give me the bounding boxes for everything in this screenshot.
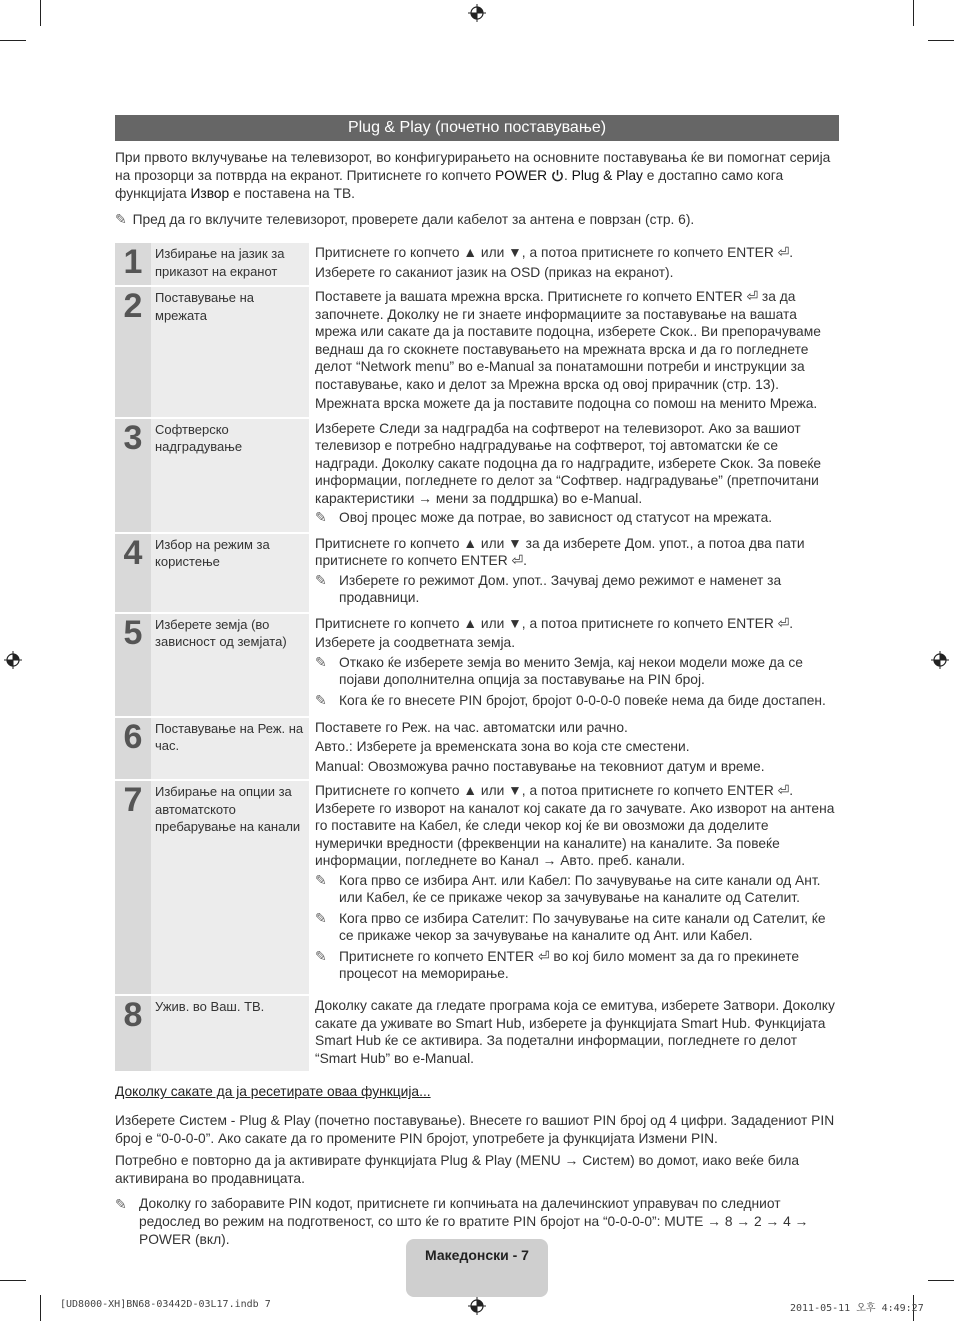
step-number: 1 [115,243,151,285]
step-number: 3 [115,419,151,532]
step-text: Изберете го саканиот јазик на OSD (приказ на екранот). [315,264,674,280]
step-row [115,718,839,780]
pencil-note-icon: ✎ [315,909,327,926]
step-description [309,419,839,532]
pencil-note-icon: ✎ [115,211,127,227]
step-number: 4 [115,534,151,612]
registration-mark-icon [468,1297,486,1315]
step-text: Притиснете го копчето ▲ или ▼, а потоа притиснете го копчето ENTER ⏎. Изберете го изворот на каналот кој сакате да го зачувате. Ако изворот на антена го поставите на Кабел, ќе следи чекор кој ќе ви овозможи да доделите нумерички вредности (фреквенции на каналите) на каналите. За повеќе информации, погледнете во Канал → Авто. преб. канали. [315,783,835,868]
step-note: ✎ Притиснете го копчето ENTER ⏎ во кој било момент за да го прекинете процесот на меморирање. [315,947,800,981]
step-label: Поставување на Реж. на час. [151,718,309,780]
step-number: 5 [115,614,151,716]
step-description [309,781,839,994]
step-note: ✎ Кога прво се избира Сателит: По зачувување на сите канали од Сателит, ќе се прикаже чекор за зачувување на каналите од Ант. или Кабел. [315,909,826,943]
step-text: Изберете Следи за надградба на софтверот на телевизорот. Ако за вашиот телевизор е потребно надградување на софтверот, тој автоматски ќе се надгради. Доколку сакате подоцна да го надградите, изберете Скок. За повеќе информации, погледнете го делот за “Софтвер. надградување” (претпочитани карактеристики → мени за поддршка) во e-Manual. [315,420,822,506]
pencil-note-icon: ✎ [115,1196,127,1212]
step-description [309,718,839,780]
reset-paragraph-2: Потребно е повторно да ја активирате функцијата Plug & Play (MENU → Систем) во домот, иако веќе била активирана во продавницата. [115,1153,800,1186]
pencil-note-icon: ✎ [315,509,327,525]
registration-mark-icon [468,4,486,22]
power-icon [551,169,564,182]
step-label: Избирање на јазик за приказот на екранот [151,243,309,285]
step-description [309,614,839,716]
crop-mark [40,0,41,26]
step-number: 2 [115,287,151,417]
steps-table [115,243,839,1073]
page-number-badge: Македонски - 7 [406,1239,548,1297]
section-title: Plug & Play (почетно поставување) [115,115,839,141]
crop-mark [928,40,954,41]
crop-mark [0,1280,26,1281]
crop-mark [928,1280,954,1281]
footer-timestamp: 2011-05-11 오후 4:49:27 [790,1303,924,1314]
intro-text: При првото вклучување на телевизорот, во конфигурирањето на основните поставувања ќе ви помогнат серија на прозорци за потврда на екранот. Притиснете го копчето [115,150,831,183]
step-description [309,534,839,612]
reset-note: ✎ Доколку го заборавите PIN кодот, притиснете ги копчињата на далечинскиот управувач по следниот редослед во режим на подготвеност, со што ќе го вратите PIN бројот на “0-0-0-0”: MUTE → 8 → 2 → 4 → POWER (вкл). [115,1196,809,1247]
step-text: Притиснете го копчето ▲ или ▼, а потоа притиснете го копчето ENTER ⏎. [315,615,794,631]
step-row [115,419,839,532]
step-row [115,781,839,994]
step-description [309,996,839,1071]
intro-note: ✎ Пред да го вклучите телевизорот, проверете дали кабелот за антена е поврзан (стр. 6). [115,211,695,227]
step-description [309,287,839,417]
intro-paragraph: При првото вклучување на телевизорот, во конфигурирањето на основните поставувања ќе ви помогнат серија на прозорци за потврда на екранот. Притиснете го копчето POWER . Plug & Play е достапно само кога функцијата Извор е поставена на ТВ. [115,150,831,201]
step-number: 7 [115,781,151,994]
step-note: ✎ Кога ќе го внесете PIN бројот, бројот 0-0-0-0 повеќе нема да биде достапен. [315,691,826,708]
step-text: Авто.: Изберете ја временската зона во која сте сместени. [315,739,690,754]
step-label: Софтверско надградување [151,419,309,532]
step-text: Притиснете го копчето ▲ или ▼, а потоа притиснете го копчето ENTER ⏎. [315,245,794,260]
pencil-note-icon: ✎ [315,691,327,708]
reset-title: Доколку сакате да ја ресетирате оваа функција... [115,1084,431,1099]
step-text: Поставете го Реж. на час. автоматски или рачно. [315,719,628,735]
crop-mark [913,0,914,26]
crop-mark [40,1295,41,1321]
step-text: Изберете ја соодветната земја. [315,635,516,650]
source-keyword: Извор [190,186,230,201]
step-text: Мрежната врска можете да ја поставите подоцна со помош на менито Мрежа. [315,396,818,411]
step-number: 6 [115,718,151,780]
step-note: ✎ Откако ќе изберете земја во менито Земја, кај некои модели може да се појави дополнителна опција за поставување на PIN број. [315,653,803,687]
registration-mark-icon [931,651,949,669]
step-row [115,996,839,1071]
pencil-note-icon: ✎ [315,871,327,888]
step-note: ✎ Овој процес може да потрае, во зависност од статусот на мрежата. [315,509,773,525]
step-row [115,534,839,612]
pencil-note-icon: ✎ [315,947,327,964]
step-label: Поставување на мрежата [151,287,309,417]
registration-mark-icon [4,651,22,669]
step-text: Доколку сакате да гледате програма која се емитува, изберете Затвори. Доколку сакате да уживате во Smart Hub, изберете ја функцијата Smart Hub. Функцијата Smart Hub ќе се активира. За подетални информации, погледнете го делот “Smart Hub” во e-Manual. [315,998,835,1066]
step-description [309,243,839,285]
crop-mark [0,40,26,41]
pencil-note-icon: ✎ [315,653,327,670]
step-label: Избирање на опции за автоматското пребарување на канали [151,781,309,994]
pencil-note-icon: ✎ [315,571,327,588]
reset-paragraph-1: Изберете Систем - Plug & Play (почетно поставување). Внесете го вашиот PIN број од 4 цифри. Зададениот PIN број е “0-0-0-0”. Ако сакате да го промените PIN бројот, употребете ја функцијата Измени PIN. [115,1113,835,1146]
step-row [115,243,839,285]
step-number: 8 [115,996,151,1071]
step-text: Притиснете го копчето ▲ или ▼ за да изберете Дом. упот., а потоа два пати притиснете го копчето ENTER ⏎. [315,535,805,568]
step-text: Поставете ја вашата мрежна врска. Притиснете го копчето ENTER ⏎ за да започнете. Доколку не ги знаете информациите за поставување на вашата мрежа или сакате да ја поставите подоцна, изберете Скок.. Ви препорачуваме веднаш да го скокнете поставувањето на мрежната врска и да го погледнете делот “Network menu” во e-Manual за понатамошни потреби и инструкции за поставување, како и делот за Мрежна врска од овој прирачник (стр. 13). [315,289,821,392]
step-row [115,287,839,417]
step-label: Избор на режим за користење [151,534,309,612]
step-text: Manual: Овозможува рачно поставување на тековниот датум и време. [315,758,765,774]
step-note: ✎ Изберете го режимот Дом. упот.. Зачувај демо режимот е наменет за продавници. [315,571,782,605]
step-label: Ужив. во Ваш. ТВ. [151,996,309,1071]
footer-file-info: [UD8000-XH]BN68-03442D-03L17.indb 7 [60,1299,271,1310]
step-label: Изберете земја (во зависност од земјата) [151,614,309,716]
power-keyword: POWER [494,168,548,183]
step-row [115,614,839,716]
plug-play-keyword: Plug & Play [571,168,643,183]
step-note: ✎ Кога прво се избира Ант. или Кабел: По зачувување на сите канали од Ант. или Кабел, ќе се прикаже чекор за зачувување на каналите од Сателит. [315,871,821,905]
